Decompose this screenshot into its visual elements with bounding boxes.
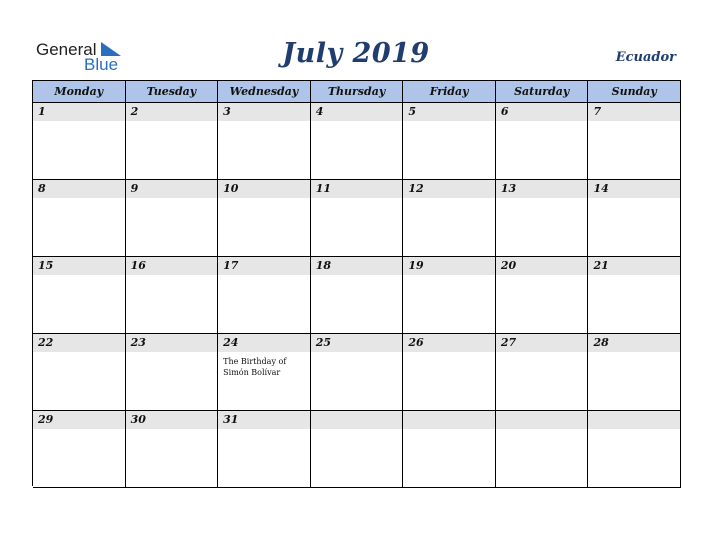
calendar-empty-cell	[588, 411, 681, 488]
holiday-event: The Birthday of Simón Bolívar	[223, 357, 287, 377]
calendar-day-cell	[403, 334, 496, 411]
calendar-day-cell	[403, 180, 496, 257]
calendar-empty-cell	[403, 411, 496, 488]
calendar-empty-cell	[311, 411, 404, 488]
weekday-header: Monday	[33, 81, 126, 103]
country-label: Ecuador	[615, 50, 676, 65]
day-number: 30	[130, 413, 146, 426]
day-number: 14	[593, 182, 609, 195]
calendar-day-cell	[496, 334, 589, 411]
day-number: 6	[500, 105, 509, 118]
calendar-week-row	[33, 180, 681, 257]
calendar-day-cell	[588, 334, 681, 411]
day-number-band	[588, 103, 680, 121]
calendar-day-cell	[33, 334, 126, 411]
calendar-day-cell	[496, 103, 589, 180]
weekday-header: Sunday	[588, 81, 681, 103]
calendar-day-cell	[218, 334, 311, 411]
day-number-band	[311, 411, 403, 429]
day-number: 3	[223, 105, 231, 118]
day-number: 4	[315, 105, 324, 118]
day-number: 9	[130, 182, 139, 195]
day-number: 22	[38, 336, 54, 349]
day-number: 2	[130, 105, 139, 118]
day-number-band	[403, 411, 495, 429]
calendar-day-cell	[588, 257, 681, 334]
day-number: 19	[408, 259, 424, 272]
calendar-day-cell	[403, 103, 496, 180]
day-number: 21	[593, 259, 609, 272]
weekday-header-row	[33, 81, 681, 103]
calendar-week-row	[33, 103, 681, 180]
day-number: 28	[593, 336, 609, 349]
day-number-band	[33, 103, 125, 121]
day-number: 15	[38, 259, 54, 272]
day-number: 29	[38, 413, 54, 426]
calendar-day-cell	[126, 334, 219, 411]
day-number: 10	[223, 182, 239, 195]
day-number: 31	[223, 413, 239, 426]
day-number-band	[218, 103, 310, 121]
day-number: 1	[38, 105, 46, 118]
weekday-header: Saturday	[496, 81, 589, 103]
day-number-band	[126, 103, 218, 121]
logo-word-blue: Blue	[84, 55, 119, 74]
calendar-day-cell	[126, 103, 219, 180]
day-number: 18	[315, 259, 332, 272]
calendar-day-cell	[33, 180, 126, 257]
day-number: 25	[315, 336, 332, 349]
calendar-week-row	[33, 411, 681, 488]
day-number-band	[403, 103, 495, 121]
day-number: 8	[38, 182, 46, 195]
month-calendar	[32, 80, 681, 486]
day-number: 26	[408, 336, 424, 349]
day-number: 16	[130, 259, 146, 272]
calendar-week-row	[33, 257, 681, 334]
calendar-empty-cell	[496, 411, 589, 488]
day-number: 23	[130, 336, 146, 349]
day-number-band	[126, 180, 218, 198]
weekday-header: Tuesday	[126, 81, 219, 103]
calendar-day-cell	[126, 180, 219, 257]
calendar-day-cell	[126, 257, 219, 334]
day-number: 12	[408, 182, 424, 195]
calendar-day-cell	[403, 257, 496, 334]
day-number-band	[588, 411, 680, 429]
day-number: 7	[593, 105, 602, 118]
calendar-day-cell	[126, 411, 219, 488]
calendar-day-cell	[311, 334, 404, 411]
calendar-weeks	[33, 103, 681, 488]
calendar-day-cell	[218, 257, 311, 334]
calendar-day-cell	[218, 103, 311, 180]
weekday-header: Thursday	[311, 81, 404, 103]
day-number: 5	[408, 105, 416, 118]
calendar-day-cell	[496, 257, 589, 334]
calendar-day-cell	[588, 103, 681, 180]
calendar-day-cell	[218, 180, 311, 257]
calendar-day-cell	[33, 103, 126, 180]
day-number: 20	[500, 259, 517, 272]
day-number-band	[496, 411, 588, 429]
calendar-day-cell	[311, 257, 404, 334]
calendar-week-row	[33, 334, 681, 411]
calendar-day-cell	[311, 180, 404, 257]
calendar-day-cell	[33, 257, 126, 334]
day-number: 11	[315, 182, 332, 195]
day-number-band	[33, 180, 125, 198]
calendar-day-cell	[496, 180, 589, 257]
day-number: 17	[223, 259, 239, 272]
calendar-day-cell	[33, 411, 126, 488]
day-number: 24	[223, 336, 239, 349]
day-number: 27	[500, 336, 517, 349]
calendar-day-cell	[311, 103, 404, 180]
day-number: 13	[500, 182, 517, 195]
day-number-band	[311, 103, 403, 121]
logo-word-general: General	[36, 40, 97, 59]
day-number-band	[496, 103, 588, 121]
calendar-title: July 2019	[282, 38, 430, 69]
calendar-day-cell	[588, 180, 681, 257]
weekday-header: Wednesday	[218, 81, 311, 103]
calendar-day-cell	[218, 411, 311, 488]
weekday-header: Friday	[403, 81, 496, 103]
